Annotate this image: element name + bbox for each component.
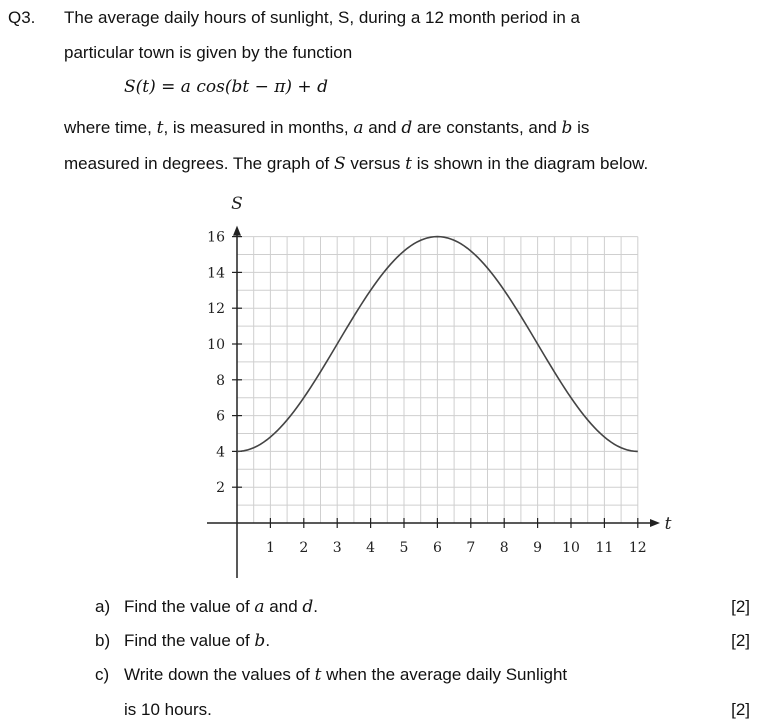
var-a: a (353, 118, 364, 138)
text: . (313, 597, 318, 616)
text: where time, (64, 118, 157, 137)
var-S: S (333, 154, 346, 174)
y-axis-label: S (231, 194, 243, 214)
var-d: d (302, 597, 314, 617)
y-tick-label: 8 (216, 372, 225, 389)
text: Find the value of (124, 597, 255, 616)
y-tick-label: 10 (207, 337, 225, 353)
part-b-label: b) (95, 631, 111, 650)
x-tick-label: 6 (432, 540, 442, 556)
part-a-text (124, 597, 318, 617)
x-tick-label: 8 (499, 540, 509, 556)
part-c-text (124, 665, 567, 685)
y-tick-label: 16 (207, 229, 225, 246)
x-tick-label: 10 (562, 540, 580, 556)
function-formula: S(t) = a cos(bt − π) + d (124, 77, 328, 97)
y-tick-label: 12 (207, 301, 225, 318)
text: Find the value of (124, 631, 255, 650)
text: are constants, and (412, 118, 562, 137)
y-axis-arrow (233, 226, 241, 236)
x-tick-label: 4 (366, 540, 376, 556)
text: , is measured in months, (163, 118, 354, 137)
x-tick-label: 1 (265, 540, 275, 556)
y-tick-label: 2 (216, 480, 225, 497)
question-number: Q3. (8, 8, 36, 27)
text: . (265, 631, 271, 650)
x-tick-label: 3 (332, 540, 342, 556)
x-tick-label: 5 (399, 540, 409, 556)
part-c-marks: [2] (731, 700, 750, 719)
var-b: b (561, 118, 573, 138)
x-tick-label: 2 (299, 540, 309, 556)
x-axis-label: t (664, 514, 672, 534)
part-a-label: a) (95, 597, 111, 616)
var-a: a (254, 597, 265, 617)
var-t: t (405, 154, 412, 174)
var-t: t (314, 665, 322, 685)
part-b-text (124, 631, 270, 651)
var-t: t (156, 118, 164, 138)
y-tick-label: 4 (216, 444, 225, 461)
text: when the average daily Sunlight (321, 665, 568, 684)
part-c-text-line2: is 10 hours. (124, 700, 212, 719)
intro-line-1: The average daily hours of sunlight, S, during a 12 month period in a (64, 8, 580, 27)
intro-line-2: particular town is given by the function (64, 43, 353, 62)
text: and (363, 118, 402, 137)
var-b: b (254, 631, 266, 651)
part-a-marks: [2] (731, 597, 750, 616)
grid (237, 237, 638, 523)
text: is (572, 118, 590, 137)
text: Write down the values of (124, 665, 315, 684)
y-tick-label: 14 (207, 265, 225, 282)
axes (207, 226, 660, 578)
var-d: d (401, 118, 413, 138)
text: versus (345, 154, 406, 173)
y-tick-label: 6 (216, 408, 225, 425)
text: is shown in the diagram below. (412, 154, 649, 173)
part-b-marks: [2] (731, 631, 750, 650)
part-c-label: c) (95, 665, 110, 684)
tick-labels (207, 230, 647, 556)
x-tick-label: 12 (628, 540, 647, 556)
x-tick-label: 11 (595, 540, 614, 556)
text: measured in degrees. The graph of (64, 154, 334, 173)
text: and (264, 597, 303, 616)
tick-marks (232, 237, 638, 528)
x-tick-label: 7 (466, 540, 476, 556)
x-axis-arrow (650, 519, 660, 527)
x-tick-label: 9 (533, 540, 543, 556)
